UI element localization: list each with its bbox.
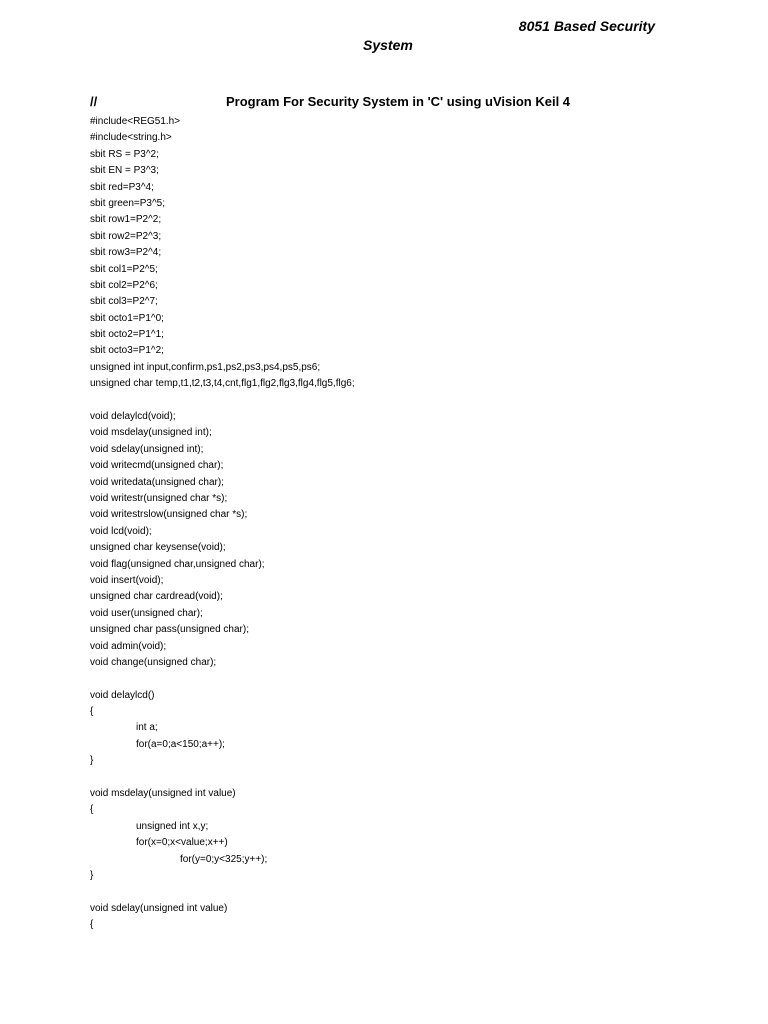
code-line: unsigned char pass(unsigned char); bbox=[90, 624, 249, 636]
header-title-line2: System bbox=[363, 37, 413, 53]
code-line: { bbox=[90, 804, 94, 816]
code-line: #include<string.h> bbox=[90, 132, 172, 144]
code-line: sbit row1=P2^2; bbox=[90, 214, 162, 226]
code-line: { bbox=[90, 706, 94, 718]
program-title-comment: // bbox=[90, 94, 98, 109]
code-line: unsigned char temp,t1,t2,t3,t4,cnt,flg1,flg2,flg3,flg4,flg5,flg6; bbox=[90, 378, 355, 390]
code-line: sbit green=P3^5; bbox=[90, 197, 166, 209]
code-line: } bbox=[90, 755, 94, 767]
code-line: sbit row3=P2^4; bbox=[90, 247, 162, 259]
code-line: for(y=0;y<325;y++); bbox=[180, 853, 268, 865]
code-line: void writestrslow(unsigned char *s); bbox=[90, 509, 248, 521]
code-line: void msdelay(unsigned int value) bbox=[90, 788, 236, 800]
blank-line bbox=[90, 671, 730, 687]
code-line: void sdelay(unsigned int value) bbox=[90, 902, 228, 914]
code-line: #include<REG51.h> bbox=[90, 116, 181, 127]
code-line: { bbox=[90, 919, 94, 931]
code-line: void lcd(void); bbox=[90, 525, 152, 537]
code-line: void sdelay(unsigned int); bbox=[90, 443, 204, 455]
header-title-line1: 8051 Based Security bbox=[518, 18, 655, 34]
code-line: void insert(void); bbox=[90, 574, 164, 586]
code-line: unsigned int x,y; bbox=[136, 820, 209, 832]
code-line: void flag(unsigned char,unsigned char); bbox=[90, 558, 265, 570]
code-line: sbit octo3=P1^2; bbox=[90, 345, 164, 357]
code-line: void writestr(unsigned char *s); bbox=[90, 492, 228, 504]
code-line: sbit RS = P3^2; bbox=[90, 148, 159, 160]
code-listing bbox=[90, 114, 730, 934]
blank-line bbox=[90, 770, 730, 786]
code-line: int a; bbox=[136, 722, 158, 734]
code-line: void admin(void); bbox=[90, 640, 167, 652]
code-line: void writedata(unsigned char); bbox=[90, 476, 224, 488]
code-line: sbit row2=P2^3; bbox=[90, 230, 162, 242]
code-line: unsigned char keysense(void); bbox=[90, 542, 226, 554]
program-title: Program For Security System in 'C' using uVision Keil 4 bbox=[226, 94, 571, 109]
code-line: unsigned char cardread(void); bbox=[90, 591, 223, 603]
code-line: } bbox=[90, 869, 94, 881]
code-line: for(x=0;x<value;x++) bbox=[136, 837, 228, 849]
code-line: void delaylcd(void); bbox=[90, 411, 176, 423]
code-line: sbit red=P3^4; bbox=[90, 181, 154, 193]
code-line: sbit col1=P2^5; bbox=[90, 263, 158, 275]
code-line: unsigned int input,confirm,ps1,ps2,ps3,ps4,ps5,ps6; bbox=[90, 361, 321, 373]
code-line: sbit col3=P2^7; bbox=[90, 296, 158, 308]
code-line: sbit col2=P2^6; bbox=[90, 279, 158, 291]
blank-line bbox=[90, 393, 730, 409]
program-title-row bbox=[90, 94, 690, 112]
code-line: void change(unsigned char); bbox=[90, 656, 217, 668]
code-line: void writecmd(unsigned char); bbox=[90, 460, 224, 472]
blank-line bbox=[90, 884, 730, 900]
code-line: void user(unsigned char); bbox=[90, 607, 203, 619]
code-line: sbit octo2=P1^1; bbox=[90, 329, 164, 341]
code-line: sbit EN = P3^3; bbox=[90, 165, 159, 177]
code-line: void delaylcd() bbox=[90, 689, 155, 701]
code-line: void msdelay(unsigned int); bbox=[90, 427, 212, 439]
code-line: sbit octo1=P1^0; bbox=[90, 312, 164, 324]
code-line: for(a=0;a<150;a++); bbox=[136, 738, 225, 750]
